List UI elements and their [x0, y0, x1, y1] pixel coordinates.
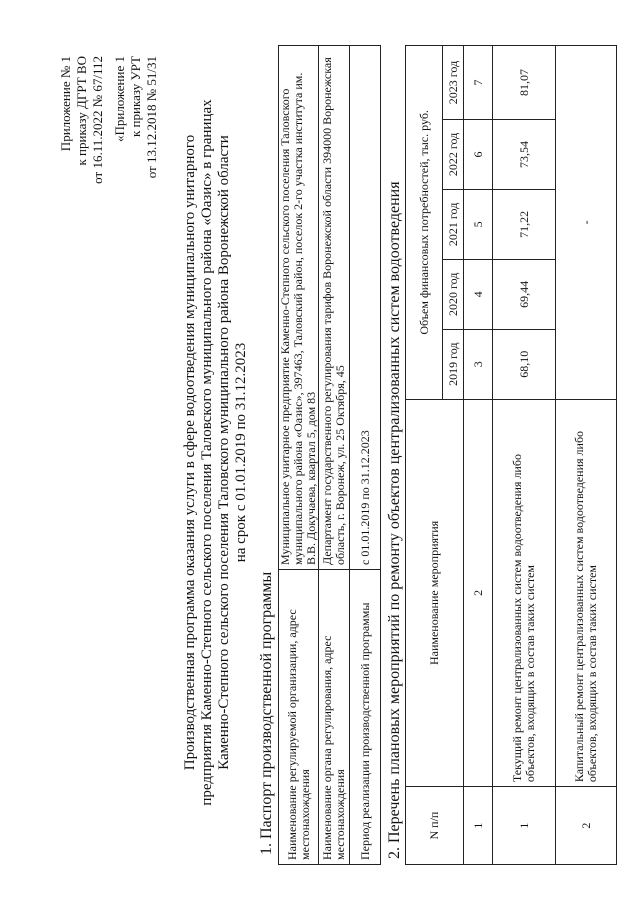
- index-cell: 1: [464, 787, 493, 865]
- col-name-header: Наименование мероприятия: [406, 399, 464, 786]
- row-value: 68,10: [493, 329, 556, 399]
- row-number: 1: [493, 787, 556, 865]
- appendix-line: от 13.12.2018 № 51/31: [144, 56, 159, 179]
- plan-table: [405, 45, 617, 865]
- passport-label: Наименование регулируемой организации, адрес местонахождения: [279, 570, 319, 865]
- row-value: 69,44: [493, 259, 556, 329]
- col-number-header: N п/п: [406, 787, 464, 865]
- year-header: 2023 год: [443, 46, 464, 120]
- index-cell: 6: [464, 120, 493, 190]
- index-cell: 3: [464, 329, 493, 399]
- title-line: Каменно-Степного сельского поселения Таловского муниципального района Воронежской области: [216, 135, 232, 770]
- row-name: Капитальный ремонт централизованных систем водоотведения либо объектов, входящих в состав таких систем: [556, 399, 617, 786]
- appendix-line: к приказу ДГРТ ВО: [74, 56, 89, 166]
- appendix-line: «Приложение 1: [112, 56, 127, 143]
- year-header: 2021 год: [443, 189, 464, 259]
- col-need-header: Объем финансовых потребностей, тыс. руб.: [406, 46, 443, 400]
- row-name: Текущий ремонт централизованных систем водоотведения либо объектов, входящих в состав таких систем: [493, 399, 556, 786]
- table-row: [319, 46, 350, 865]
- passport-label: Период реализации производственной программы: [350, 570, 381, 865]
- section1-heading: 1. Паспорт производственной программы: [258, 571, 275, 855]
- passport-value: Муниципальное унитарное предприятие Каменно-Степного сельского поселения Таловского муниципального района «Оазис», 397463, Таловский район, поселок 2-го участка института им. В.В. Докучаева, квартал 5, дом 83: [279, 46, 319, 570]
- table-row: [493, 46, 556, 865]
- appendix-line: от 16.11.2022 № 67/112: [90, 56, 105, 184]
- table-row: [556, 46, 617, 865]
- row-value: 71,22: [493, 189, 556, 259]
- table-row: [350, 46, 381, 865]
- passport-label: Наименование органа регулирования, адрес местонахождения: [319, 570, 350, 865]
- index-cell: 5: [464, 189, 493, 259]
- passport-value: Департамент государственного регулирования тарифов Воронежской области 394000 Воронежская область, г. Воронеж, ул. 25 Октября, 45: [319, 46, 350, 570]
- appendix-block: [58, 56, 106, 184]
- row-number: 2: [556, 787, 617, 865]
- table-header-row: [406, 46, 443, 865]
- row-value-merged: -: [556, 46, 617, 400]
- passport-value: с 01.01.2019 по 31.12.2023: [350, 46, 381, 570]
- row-value: 73,54: [493, 120, 556, 190]
- year-header: 2019 год: [443, 329, 464, 399]
- row-value: 81,07: [493, 46, 556, 120]
- title-line: предприятия Каменно-Степного сельского поселения Таловского муниципального района «Оазис» в границах: [199, 99, 215, 806]
- table-row: [279, 46, 319, 865]
- appendix-line: Приложение № 1: [58, 56, 73, 152]
- document-title: [182, 40, 250, 865]
- appendix-line: к приказу УРТ: [128, 56, 143, 138]
- title-line: на срок с 01.01.2019 по 31.12.2023: [233, 342, 249, 563]
- appendix-prior-block: [112, 56, 160, 178]
- index-cell: 4: [464, 259, 493, 329]
- passport-table: [278, 45, 381, 865]
- index-cell: 2: [464, 399, 493, 786]
- year-header: 2022 год: [443, 120, 464, 190]
- year-header: 2020 год: [443, 259, 464, 329]
- index-cell: 7: [464, 46, 493, 120]
- title-line: Производственная программа оказания услуги в сфере водоотведения муниципального унитарного: [182, 134, 198, 771]
- section2-heading: 2. Перечень плановых мероприятий по ремонту объектов централизованных систем водоотведения: [386, 181, 403, 859]
- table-index-row: [464, 46, 493, 865]
